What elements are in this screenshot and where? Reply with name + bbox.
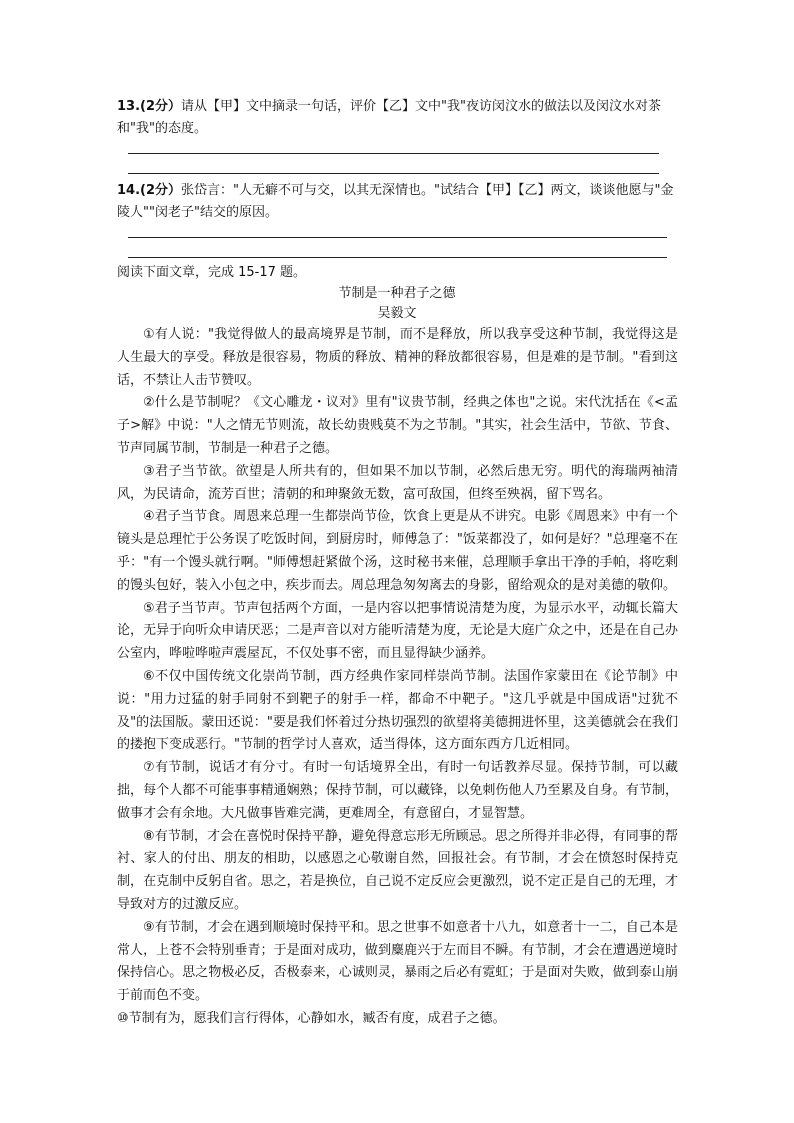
question-14-number: 14.(2分） [117,183,182,198]
question-14 [117,180,677,224]
answer-line-14-2[interactable] [128,257,667,258]
paragraph-3: ③君子当节欲。欲望是人所共有的，但如果不加以节制，必然后患无穷。明代的海瑞两袖清风，为民请命，流芳百世；清朝的和珅聚敛无数，富可敌国，但终至殃祸，留下骂名。 [117,463,678,502]
reading-instruction: 阅读下面文章，完成 15-17 题。 [117,265,307,280]
answer-line-13-1[interactable] [128,153,659,154]
question-14-text: 张岱言："人无癖不可与交，以其无深情也。"试结合【甲】【乙】两文，谈谈他愿与"金陵人""闵老子"结交的原因。 [117,183,674,220]
paragraph-7: ⑦有节制，说话才有分寸。有时一句话境界全出，有时一句话教养尽显。保持节制，可以藏拙，每个人都不可能事事精通娴熟；保持节制，可以藏锋，以免刺伤他人乃至累及自身。有节制，做事才会有余地。大凡做事皆难完满，更难周全，有意留白，才显智慧。 [117,760,678,821]
question-13-number: 13.(2分） [117,99,182,114]
paragraph-2: ②什么是节制呢？《文心雕龙・议对》里有"议贵节制，经典之体也"之说。宋代沈括在《<孟子>解》中说："人之情无节则流，故长幼贵贱莫不为之节制。"其实，社会生活中，节欲、节食、节声同属节制，节制是一种君子之德。 [117,395,678,456]
question-13-text: 请从【甲】文中摘录一句话，评价【乙】文中"我"夜访闵汶水的做法以及闵汶水对茶和"我"的态度。 [117,99,661,136]
article-title: 节制是一种君子之德 [338,286,456,301]
paragraph-8: ⑧有节制，才会在喜悦时保持平静，避免得意忘形无所顾忌。思之所得并非必得，有同事的帮衬、家人的付出、朋友的相助，以感恩之心敬谢自然，回报社会。有节制，才会在愤怒时保持克制，在克制中反躬自省。思之，若是换位，自己说不定反应会更激烈，说不定正是自己的无理，才导致对方的过激反应。 [117,828,678,912]
paragraph-10: ⑩节制有为，愿我们言行得体，心静如水，臧否有度，成君子之德。 [117,1010,506,1026]
article-author: 吴毅文 [377,306,417,321]
answer-line-13-2[interactable] [128,173,659,174]
article-body [117,324,678,1031]
paragraph-5: ⑤君子当节声。节声包括两个方面，一是内容以把事情说清楚为度，为显示水平，动辄长篇大论，无异于向听众申请厌恶；二是声音以对方能听清楚为度，无论是大庭广众之中，还是在自己办公室内，哗啦哗啦声震屋瓦，不仅处事不密，而且显得缺少涵养。 [117,600,678,662]
paragraph-1: ①有人说："我觉得做人的最高境界是节制，而不是释放，所以我享受这种节制，我觉得这是人生最大的享受。释放是很容易，物质的释放、精神的释放都很容易，但是难的是节制。"看到这话，不禁让人击节赞叹。 [117,327,678,388]
question-13 [117,96,677,140]
answer-line-14-1[interactable] [128,237,667,238]
paragraph-4: ④君子当节食。周恩来总理一生都崇尚节俭，饮食上更是从不讲究。电影《周恩来》中有一个镜头是总理忙于公务误了吃饭时间，到厨房时，师傅急了："饭菜都没了，如何是好？"总理毫不在乎："有一个馒头就行啊。"师傅想赶紧做个汤，这时秘书来催，总理顺手拿出干净的手帕，将吃剩的馒头包好，装入小包之中，疾步而去。周总理急匆匆离去的身影，留给观众的是对美德的敬仰。 [117,509,678,593]
paragraph-9: ⑨有节制，才会在遇到顺境时保持平和。思之世事不如意者十八九，如意者十一二，自己本是常人，上苍不会特别垂青；于是面对成功，做到麋鹿兴于左而目不瞬。有节制，才会在遭遇逆境时保持信心。思之物极必反，否极泰来，心诚则灵，暴雨之后必有霓虹；于是面对失败，做到泰山崩于前而色不变。 [117,919,678,1004]
paragraph-6: ⑥不仅中国传统文化崇尚节制，西方经典作家同样崇尚节制。法国作家蒙田在《论节制》中说："用力过猛的射手同射不到靶子的射手一样，都命不中靶子。"这几乎就是中国成语"过犹不及"的法国版。蒙田还说："要是我们怀着过分热切强烈的欲望将美德拥进怀里，这美德就会在我们的搂抱下变成恶行。"节制的哲学讨人喜欢，适当得体，这方面东西方几近相同。 [117,668,678,753]
